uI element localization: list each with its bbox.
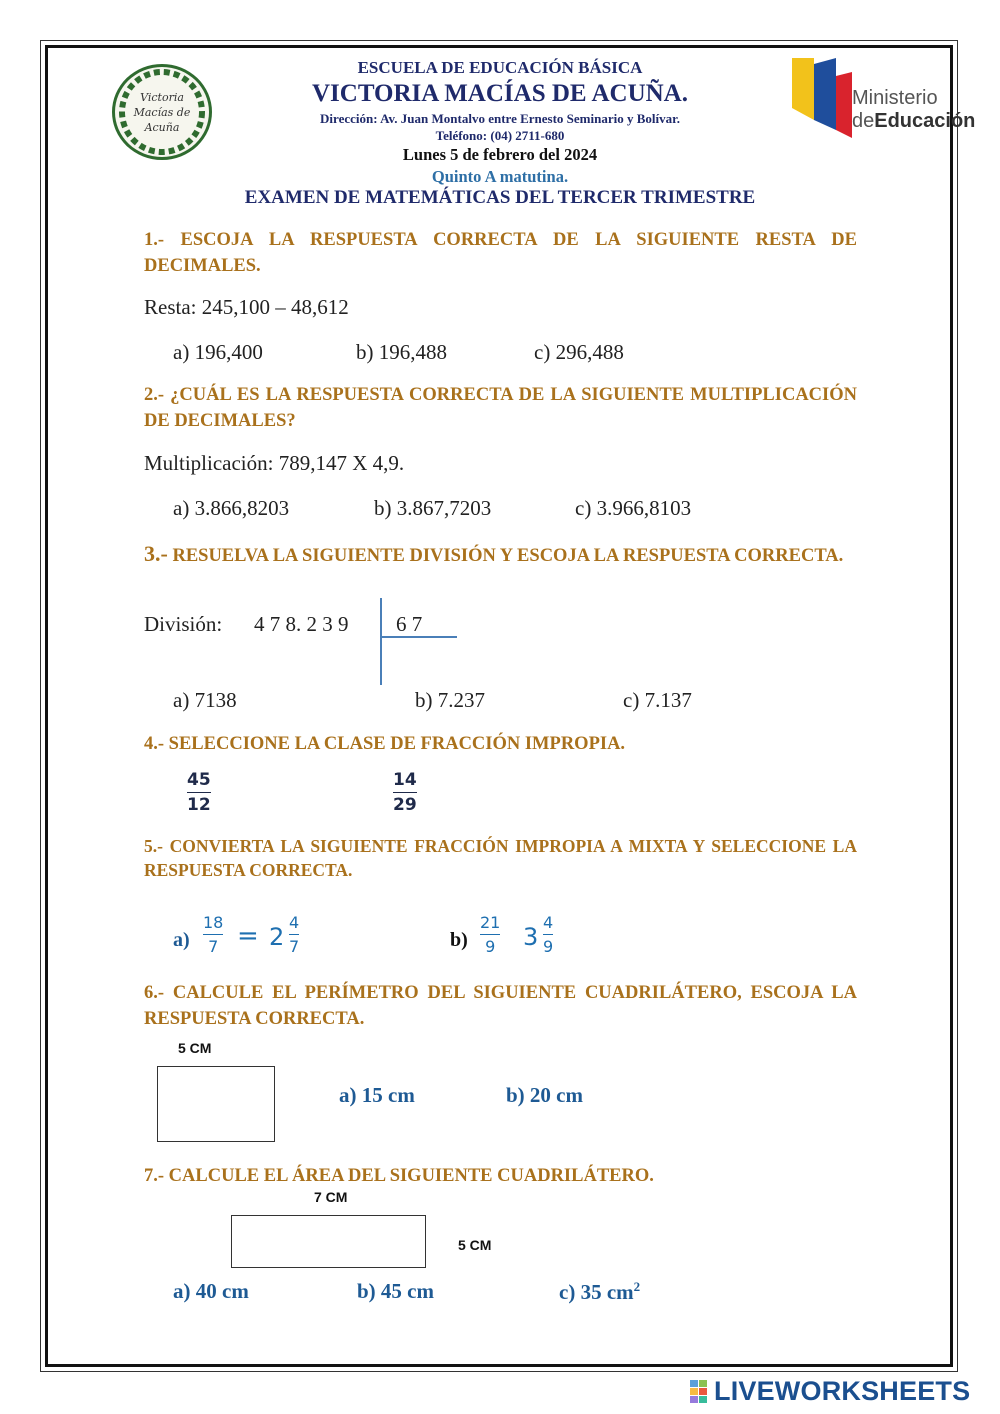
question-5-option-a[interactable] bbox=[173, 913, 333, 965]
question-7-option-a[interactable]: a) 40 cm bbox=[173, 1279, 249, 1303]
exam-date: Lunes 5 de febrero del 2024 bbox=[402, 145, 598, 164]
q5-a-mixed-fraction bbox=[289, 913, 299, 956]
fraction-1-bar bbox=[187, 792, 211, 793]
question-3-option-b[interactable]: b) 7.237 bbox=[415, 688, 485, 712]
q5-b-mixed-fraction bbox=[543, 913, 553, 956]
q5-b-mixed-denominator: 9 bbox=[543, 937, 554, 956]
exam-title: EXAMEN DE MATEMÁTICAS DEL TERCER TRIMESTRE bbox=[244, 187, 756, 208]
q5-b-whole: 3 bbox=[523, 923, 539, 951]
q5-a-mixed-numerator: 4 bbox=[289, 913, 300, 932]
question-7-title: 7.- CALCULE EL ÁREA DEL SIGUIENTE CUADRILÁTERO. bbox=[144, 1166, 654, 1186]
question-4-title: 4.- SELECCIONE LA CLASE DE FRACCIÓN IMPROPIA. bbox=[144, 734, 626, 754]
question-2-prompt: Multiplicación: 789,147 X 4,9. bbox=[144, 451, 405, 475]
q5-b-mixed-bar bbox=[543, 934, 553, 935]
question-1-prompt: Resta: 245,100 – 48,612 bbox=[144, 295, 349, 319]
q5-a-numerator: 18 bbox=[203, 913, 224, 932]
school-type: ESCUELA DE EDUCACIÓN BÁSICA bbox=[357, 58, 643, 77]
fraction-option-2[interactable] bbox=[393, 770, 417, 815]
option-c-superscript: 2 bbox=[633, 1279, 641, 1294]
fraction-option-1[interactable] bbox=[187, 770, 211, 815]
liveworksheets-text: LIVEWORKSHEETS bbox=[714, 1376, 971, 1406]
rectangle-top-label: 7 CM bbox=[314, 1189, 348, 1205]
fraction-1-denominator: 12 bbox=[187, 795, 211, 815]
fraction-2-numerator: 14 bbox=[393, 770, 417, 790]
square-side-label: 5 CM bbox=[178, 1040, 212, 1056]
question-3-number: 3.- bbox=[144, 541, 168, 566]
q5-a-mixed-denominator: 7 bbox=[289, 937, 300, 956]
q5-b-mixed-numerator: 4 bbox=[543, 913, 554, 932]
question-7-option-b[interactable]: b) 45 cm bbox=[357, 1279, 434, 1303]
svg-text:Victoria: Victoria bbox=[140, 91, 184, 104]
option-c-text: c) 35 cm bbox=[559, 1280, 634, 1304]
ministry-educacion: Educación bbox=[874, 110, 976, 132]
q5-a-mixed-bar bbox=[289, 934, 299, 935]
question-3-option-a[interactable]: a) 7138 bbox=[173, 688, 237, 712]
question-1-option-a[interactable]: a) 196,400 bbox=[173, 340, 263, 364]
school-name: VICTORIA MACÍAS DE ACUÑA. bbox=[312, 80, 688, 107]
question-2-title: 2.- ¿CUÁL ES LA RESPUESTA CORRECTA DE LA SIGUIENTE MULTIPLICACIÓN DE DECIMALES? bbox=[144, 385, 857, 431]
division-divisor: 6 7 bbox=[396, 612, 423, 636]
rectangle-side-label: 5 CM bbox=[458, 1237, 492, 1253]
q5-a-label: a) bbox=[173, 929, 190, 951]
q5-b-numerator: 21 bbox=[480, 913, 501, 932]
course-name: Quinto A matutina. bbox=[431, 167, 569, 186]
fraction-2-denominator: 29 bbox=[393, 795, 417, 815]
fraction-2-bar bbox=[393, 792, 417, 793]
question-6-option-b[interactable]: b) 20 cm bbox=[506, 1083, 583, 1107]
svg-text:Acuña: Acuña bbox=[144, 121, 180, 134]
liveworksheets-logo bbox=[690, 1378, 990, 1408]
question-5-title: 5.- CONVIERTA LA SIGUIENTE FRACCIÓN IMPROPIA A MIXTA Y SELECCIONE LA RESPUESTA CORRECTA. bbox=[144, 836, 857, 880]
question-5-option-b[interactable] bbox=[450, 913, 590, 965]
question-1-option-c[interactable]: c) 296,488 bbox=[534, 340, 624, 364]
question-6-title: 6.- CALCULE EL PERÍMETRO DEL SIGUIENTE CUADRILÁTERO, ESCOJA LA RESPUESTA CORRECTA. bbox=[144, 983, 857, 1029]
q5-a-equals: = bbox=[237, 921, 259, 951]
question-2-option-a[interactable]: a) 3.866,8203 bbox=[173, 496, 290, 520]
q5-b-denominator: 9 bbox=[485, 937, 496, 956]
q5-a-whole: 2 bbox=[269, 923, 285, 951]
division-dividend: 4 7 8. 2 3 9 bbox=[254, 612, 349, 636]
fraction-1-numerator: 45 bbox=[187, 770, 211, 790]
school-phone: Teléfono: (04) 2711-680 bbox=[435, 128, 565, 143]
question-2-option-c[interactable]: c) 3.966,8103 bbox=[575, 496, 692, 520]
liveworksheets-icon bbox=[690, 1380, 716, 1404]
q5-a-fraction bbox=[203, 913, 223, 956]
question-3-text: RESUELVA LA SIGUIENTE DIVISIÓN Y ESCOJA LA RESPUESTA CORRECTA. bbox=[172, 546, 844, 566]
q5-a-bar bbox=[203, 934, 223, 935]
ministry-de: de bbox=[852, 110, 875, 132]
q5-a-denominator: 7 bbox=[208, 937, 219, 956]
q5-b-fraction bbox=[480, 913, 500, 956]
school-address: Dirección: Av. Juan Montalvo entre Ernesto Seminario y Bolívar. bbox=[320, 111, 680, 126]
svg-text:Macías de: Macías de bbox=[133, 106, 191, 119]
rectangle-shape bbox=[231, 1215, 426, 1268]
question-3-title bbox=[144, 541, 857, 569]
question-1-option-b[interactable]: b) 196,488 bbox=[356, 340, 447, 364]
question-6-option-a[interactable]: a) 15 cm bbox=[339, 1083, 415, 1107]
question-3-option-c[interactable]: c) 7.137 bbox=[623, 688, 692, 712]
q5-b-label: b) bbox=[450, 929, 468, 951]
square-shape bbox=[157, 1066, 275, 1142]
ministry-line1: Ministerio bbox=[852, 87, 938, 109]
question-1-title: 1.- ESCOJA LA RESPUESTA CORRECTA DE LA SIGUIENTE RESTA DE DECIMALES. bbox=[144, 230, 857, 276]
q5-b-bar bbox=[480, 934, 500, 935]
division-label: División: bbox=[144, 612, 223, 636]
question-2-option-b[interactable]: b) 3.867,7203 bbox=[374, 496, 492, 520]
question-7-option-c[interactable] bbox=[559, 1279, 640, 1305]
division-vertical-bar bbox=[380, 598, 382, 685]
